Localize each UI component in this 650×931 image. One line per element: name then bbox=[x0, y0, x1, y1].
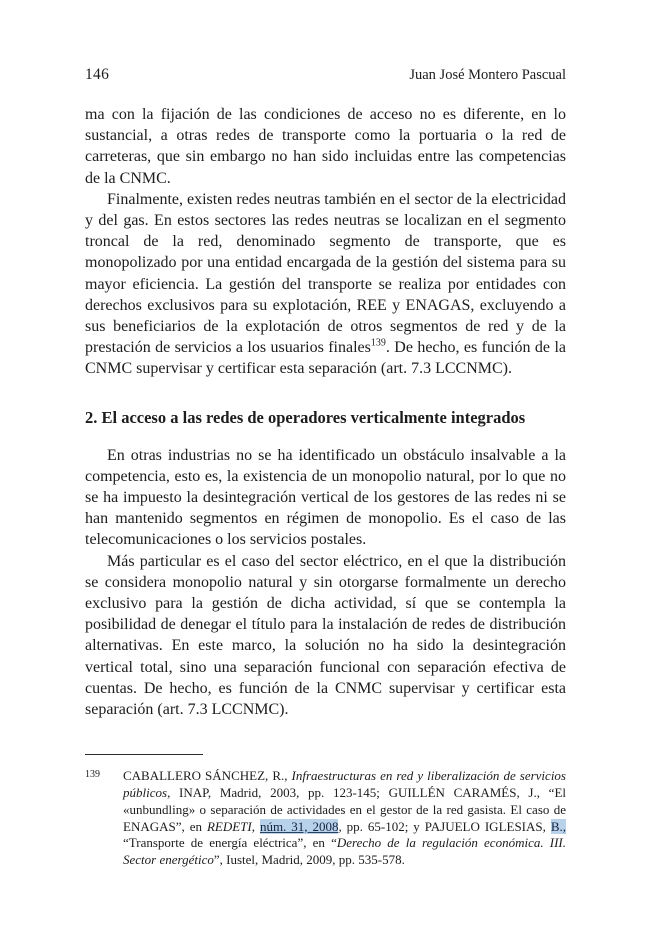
paragraph-continuation: ma con la fijación de las condiciones de acceso no es diferente, en lo sustancial, a otras redes de transporte como la portuaria o la red de carreteras, que sin embargo no han sido incluidas entre las competencias de la CNMC. bbox=[85, 106, 566, 187]
paragraph: Más particular es el caso del sector eléctrico, en el que la distribución se considera monopolio natural y sin otorgarse formalmente un derecho exclusivo para la gestión de dicha actividad, sí que se contempla la posibilidad de denegar el título para la instalación de redes de distribución alternativas. En este marco, la solución no ha sido la desintegración vertical total, sino una separación funcional con separación efectiva de cuentas. De hecho, es función de la CNMC supervisar y certificar esta separación (art. 7.3 LCCNMC). bbox=[85, 552, 566, 719]
footnote-work-title: Derecho de la regulación económica. III. Sector energético bbox=[123, 835, 566, 868]
footnote-book-title: Infraestructuras en red y liberalización de servicios públicos bbox=[123, 768, 566, 801]
footnote-reference: 139 bbox=[370, 337, 386, 349]
page-number: 146 bbox=[85, 66, 110, 83]
footnote-highlight[interactable]: B., bbox=[550, 818, 567, 834]
footnote-block bbox=[85, 754, 566, 869]
footnote-citation-text: , INAP, Madrid, 2003, pp. 123-145; GUILLÉN CARAMÉS, J., “El «unbundling» o separación de actividades en el gestor de la red gasista. El caso de ENAGAS”, en bbox=[123, 785, 566, 834]
footnote-journal-title: REDETI bbox=[206, 818, 252, 834]
footnote bbox=[85, 768, 566, 869]
footnote-citation-text: ”, Iustel, Madrid, 2009, pp. 535-578. bbox=[213, 852, 405, 868]
footnote-link-highlight[interactable]: núm. 31, 2008 bbox=[259, 818, 339, 834]
page-header bbox=[85, 66, 566, 84]
running-title: Juan José Montero Pascual bbox=[409, 67, 566, 83]
section-heading: 2. El acceso a las redes de operadores verticalmente integrados bbox=[85, 407, 526, 427]
footnote-separator-rule bbox=[85, 754, 203, 755]
footnote-citation-text: , pp. 65-102; y PAJUELO IGLESIAS, bbox=[338, 818, 551, 834]
footnote-number: 139 bbox=[85, 769, 100, 781]
paragraph-text: Finalmente, existen redes neutras también en el sector de la electricidad y del gas. En estos sectores las redes neutras se localizan en el segmento troncal de la red, denominado segmento de transporte, que es monopolizado por una entidad encargada de la gestión del sistema para su mayor eficiencia. La gestión del transporte se realiza por entidades con derechos exclusivos para su explotación, REE y ENAGAS, excluyendo a sus beneficiarios de la explotación de otros segmentos de red y de la prestación de servicios a los usuarios finales bbox=[85, 190, 566, 357]
paragraph bbox=[85, 189, 566, 380]
body-text bbox=[85, 104, 566, 720]
footnote-citation-text: , bbox=[251, 818, 260, 834]
footnote-text bbox=[123, 768, 566, 869]
footnote-author: CABALLERO SÁNCHEZ, R., bbox=[123, 768, 292, 784]
footnote-citation-text: “Transporte de energía eléctrica”, en “ bbox=[123, 835, 337, 851]
paragraph-text: . De hecho, es función de la CNMC supervisar y certificar esta separación (art. 7.3 LCCNMC). bbox=[85, 339, 566, 378]
paragraph: En otras industrias no se ha identificado un obstáculo insalvable a la competencia, esto es, la existencia de un monopolio natural, por lo que no se ha impuesto la desintegración vertical de los gestores de las redes ni se han mantenido segmentos en régimen de monopolio. Es el caso de las telecomunicaciones o los servicios postales. bbox=[85, 446, 566, 549]
